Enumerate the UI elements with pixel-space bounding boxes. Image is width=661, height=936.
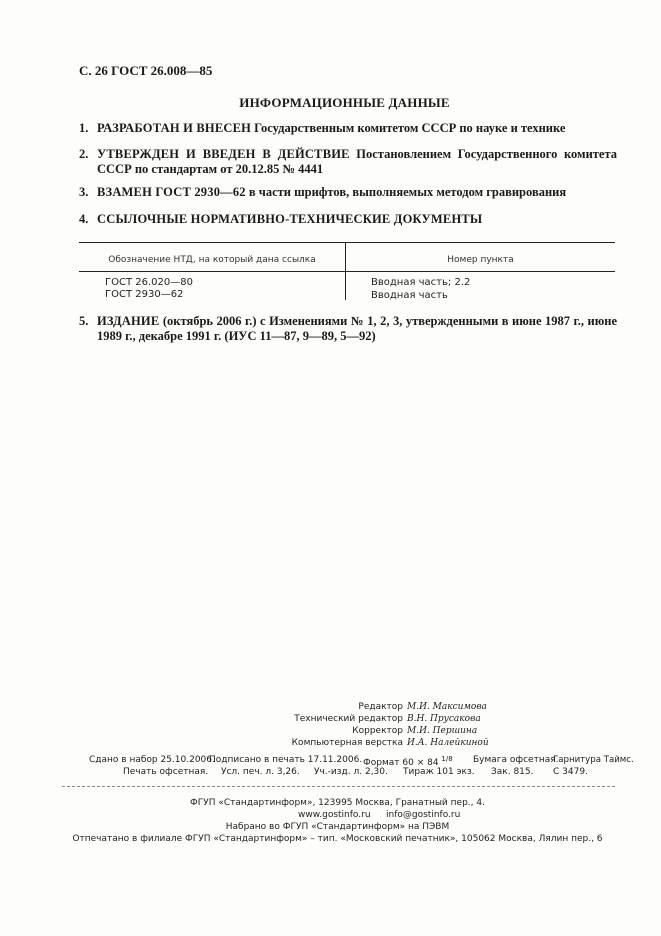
imprint-pub-sheets: Уч.-изд. л. 2,30.: [314, 767, 388, 777]
info-item-3: [79, 185, 617, 200]
dashed-divider: [62, 786, 615, 787]
imprint-code: С 3479.: [553, 767, 588, 777]
section-title: ИНФОРМАЦИОННЫЕ ДАННЫЕ: [239, 95, 450, 110]
item-text: Постановлением Государственного комитета СССР по стандартам от 20.12.85 № 4441: [97, 147, 618, 176]
item-text: (октябрь 2006 г.) с Изменениями № 1, 2, 3, утвержденными в июне 1987 г., июне 1989 г., декабре 1991 г. (ИУС 11—87, 9—89, 5—92): [97, 314, 617, 343]
credit-role: Редактор: [358, 702, 403, 712]
table-header-point: Номер пункта: [447, 255, 514, 265]
item-text: Государственным комитетом СССР по науке и технике: [251, 121, 566, 135]
credit-name: И.А. Налейкиной: [407, 738, 489, 748]
item-lead: ВЗАМЕН ГОСТ 2930—62: [97, 185, 246, 199]
item-number: 3.: [79, 185, 89, 199]
imprint-typeface: Гарнитура Таймс.: [553, 755, 634, 765]
publisher-website: www.gostinfo.ru: [298, 810, 371, 820]
item-lead: ССЫЛОЧНЫЕ НОРМАТИВНО-ТЕХНИЧЕСКИЕ ДОКУМЕНТЫ: [97, 212, 483, 226]
publisher-printed: Отпечатано в филиале ФГУП «Стандартинформ» – тип. «Московский печатник», 105062 Москва, Лялин пер., 6: [72, 834, 603, 844]
table-row-1-point: Вводная часть; 2.2: [371, 277, 471, 288]
table-row-1-doc: ГОСТ 26.020—80: [105, 277, 193, 288]
item-text: в части шрифтов, выполняемых методом гравирования: [245, 185, 567, 199]
credit-role: Компьютерная верстка: [291, 738, 403, 748]
publisher-email: info@gostinfo.ru: [386, 810, 461, 820]
item-number: 5.: [79, 314, 89, 328]
credit-name: М.И. Першина: [407, 726, 478, 736]
credit-role: Технический редактор: [294, 714, 403, 724]
credit-name: М.И. Максимова: [407, 702, 487, 712]
item-lead: УТВЕРЖДЕН И ВВЕДЕН В ДЕЙСТВИЕ: [97, 147, 350, 161]
imprint-sheets: Усл. печ. л. 3,26.: [221, 767, 300, 777]
table-top-rule: [79, 242, 615, 243]
imprint-format: Формат 60 × 84 $^{1/8}$: [363, 755, 453, 768]
imprint-paper: Бумага офсетная.: [473, 755, 559, 765]
info-item-1: [79, 121, 617, 136]
info-item-2: [79, 147, 617, 177]
imprint-printing: Печать офсетная.: [123, 767, 209, 777]
info-item-4: [79, 212, 617, 227]
credit-role: Корректор: [352, 726, 403, 736]
info-item-5: [79, 314, 617, 344]
imprint-typeset-date: Сдано в набор 25.10.2006.: [89, 755, 215, 765]
imprint-print-date: Подписано в печать 17.11.2006.: [209, 755, 363, 765]
table-header-rule: [79, 271, 615, 272]
item-number: 4.: [79, 212, 89, 226]
item-number: 2.: [79, 147, 89, 161]
item-lead: РАЗРАБОТАН И ВНЕСЕН: [97, 121, 252, 135]
item-lead: ИЗДАНИЕ: [97, 314, 160, 328]
publisher-typeset: Набрано во ФГУП «Стандартинформ» на ПЭВМ: [225, 822, 450, 832]
credit-name: В.Н. Прусакова: [407, 714, 481, 724]
publisher-address: ФГУП «Стандартинформ», 123995 Москва, Гранатный пер., 4.: [190, 798, 485, 808]
imprint-copies: Тираж 101 экз.: [403, 767, 475, 777]
table-row-2-point: Вводная часть: [371, 290, 448, 301]
table-header-document: Обозначение НТД, на который дана ссылка: [108, 255, 316, 265]
table-row-2-doc: ГОСТ 2930—62: [105, 289, 184, 300]
imprint-order: Зак. 815.: [491, 767, 534, 777]
item-number: 1.: [79, 121, 89, 135]
page-header: С. 26 ГОСТ 26.008—85: [79, 63, 213, 78]
